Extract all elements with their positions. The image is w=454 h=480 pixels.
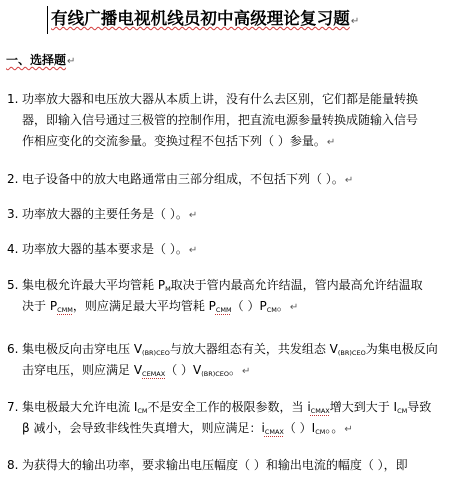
paragraph-mark-icon: ↵	[344, 175, 354, 186]
question-line	[7, 169, 447, 190]
title-text: 有线广播电视机线员初中高级理论复习题	[51, 9, 350, 28]
question-text: 与放大器组态有关，共发组态 V	[169, 342, 338, 356]
question-3[interactable]	[7, 204, 447, 225]
question-line	[7, 360, 447, 381]
paragraph-mark-icon: ↵	[242, 366, 251, 377]
subscript: (BR)CEO	[201, 370, 230, 378]
question-text: 器，即输入信号通过三极管的控制作用，把直流电源参量转换成随输入信号	[22, 113, 419, 127]
question-text: 功率放大器和电压放大器从本质上讲，没有什么去区别，它们都是能量转换	[22, 92, 419, 106]
subscript: M	[165, 285, 171, 293]
question-text: 导致	[407, 400, 432, 414]
question-number: 8.	[7, 458, 19, 472]
subscript: CMM	[57, 306, 73, 314]
subscript: (BR)CEO	[142, 349, 170, 357]
section-heading-text: 一、选择题	[6, 53, 67, 67]
question-8[interactable]	[7, 455, 447, 476]
paragraph-mark-icon: ↵	[188, 245, 198, 256]
paragraph-mark-icon: ↵	[67, 56, 76, 67]
question-text: β 减小，会导致非线性失真增大，则应满足：i	[22, 421, 265, 435]
question-line	[7, 239, 447, 260]
question-6[interactable]	[7, 339, 447, 381]
question-line	[7, 397, 447, 418]
question-text: 功率放大器的主要任务是（ ）。	[22, 207, 188, 221]
question-text: 不是安全工作的极限参数，当 i	[147, 400, 311, 414]
paragraph-mark-icon: ↵	[289, 302, 299, 313]
question-text: 为获得大的输出功率，要求输出电压幅度（ ）和输出电流的幅度（ ），即	[22, 458, 408, 472]
subscript: CM	[397, 407, 408, 415]
question-line	[7, 296, 447, 317]
subscript: (BR)CEO	[337, 349, 366, 357]
paragraph-mark-icon: ↵	[188, 210, 198, 221]
question-text: 集电极反向击穿电压 V	[22, 342, 143, 356]
subscript: CM	[266, 306, 277, 314]
question-line	[7, 110, 447, 131]
question-text: （ ）V	[165, 363, 202, 377]
subscript: CEMAX	[142, 370, 166, 378]
question-text: 集电极最大允许电流 I	[22, 400, 138, 414]
document-title[interactable]	[51, 6, 451, 35]
subscript: CMM	[215, 306, 232, 314]
text-cursor	[47, 6, 48, 34]
question-2[interactable]	[7, 169, 447, 190]
question-1[interactable]	[7, 89, 447, 152]
subscript: CMAX	[310, 407, 330, 415]
question-number: 5.	[7, 278, 19, 292]
question-text: 。	[276, 299, 289, 313]
question-text: 增大到大于 I	[329, 400, 398, 414]
subscript: CM	[137, 407, 148, 415]
question-text: 电子设备中的放大电路通常由三部分组成，不包括下列（ ）。	[22, 172, 344, 186]
question-text: 作相应变化的交流参量。变换过程不包括下列（ ）参量。	[22, 134, 326, 148]
question-number: 2.	[7, 172, 19, 186]
question-number: 6.	[7, 342, 19, 356]
question-line	[7, 89, 447, 110]
paragraph-mark-icon: ↵	[344, 424, 353, 435]
question-4[interactable]	[7, 239, 447, 260]
question-text: 决于 P	[22, 299, 58, 313]
paragraph-mark-icon: ↵	[350, 16, 360, 27]
question-number: 1.	[7, 92, 19, 106]
subscript: CMAX	[264, 428, 284, 436]
question-line	[7, 275, 447, 296]
question-line	[7, 418, 447, 439]
question-text: 击穿电压，则应满足 V	[22, 363, 143, 377]
question-number: 7.	[7, 400, 19, 414]
question-text: （ ）P	[231, 299, 267, 313]
question-7[interactable]	[7, 397, 447, 439]
section-heading[interactable]	[6, 51, 75, 71]
question-text: 取决于管内最高允许结温，管内最高允许结温取	[170, 278, 423, 292]
question-text: 。。	[325, 421, 344, 435]
question-text: （ ）I	[283, 421, 316, 435]
question-line	[7, 339, 447, 360]
question-text: 。	[229, 363, 242, 377]
question-number: 3.	[7, 207, 19, 221]
question-number: 4.	[7, 242, 19, 256]
question-line	[7, 204, 447, 225]
question-text: ，则应满足最大平均管耗 P	[72, 299, 216, 313]
paragraph-mark-icon: ↵	[326, 137, 336, 148]
subscript: CM	[315, 428, 326, 436]
question-text: 功率放大器的基本要求是（ ）。	[22, 242, 188, 256]
question-5[interactable]	[7, 275, 447, 317]
question-text: 集电极允许最大平均管耗 P	[22, 278, 166, 292]
question-line	[7, 455, 447, 476]
question-line	[7, 131, 447, 152]
question-text: 为集电极反向	[365, 342, 438, 356]
